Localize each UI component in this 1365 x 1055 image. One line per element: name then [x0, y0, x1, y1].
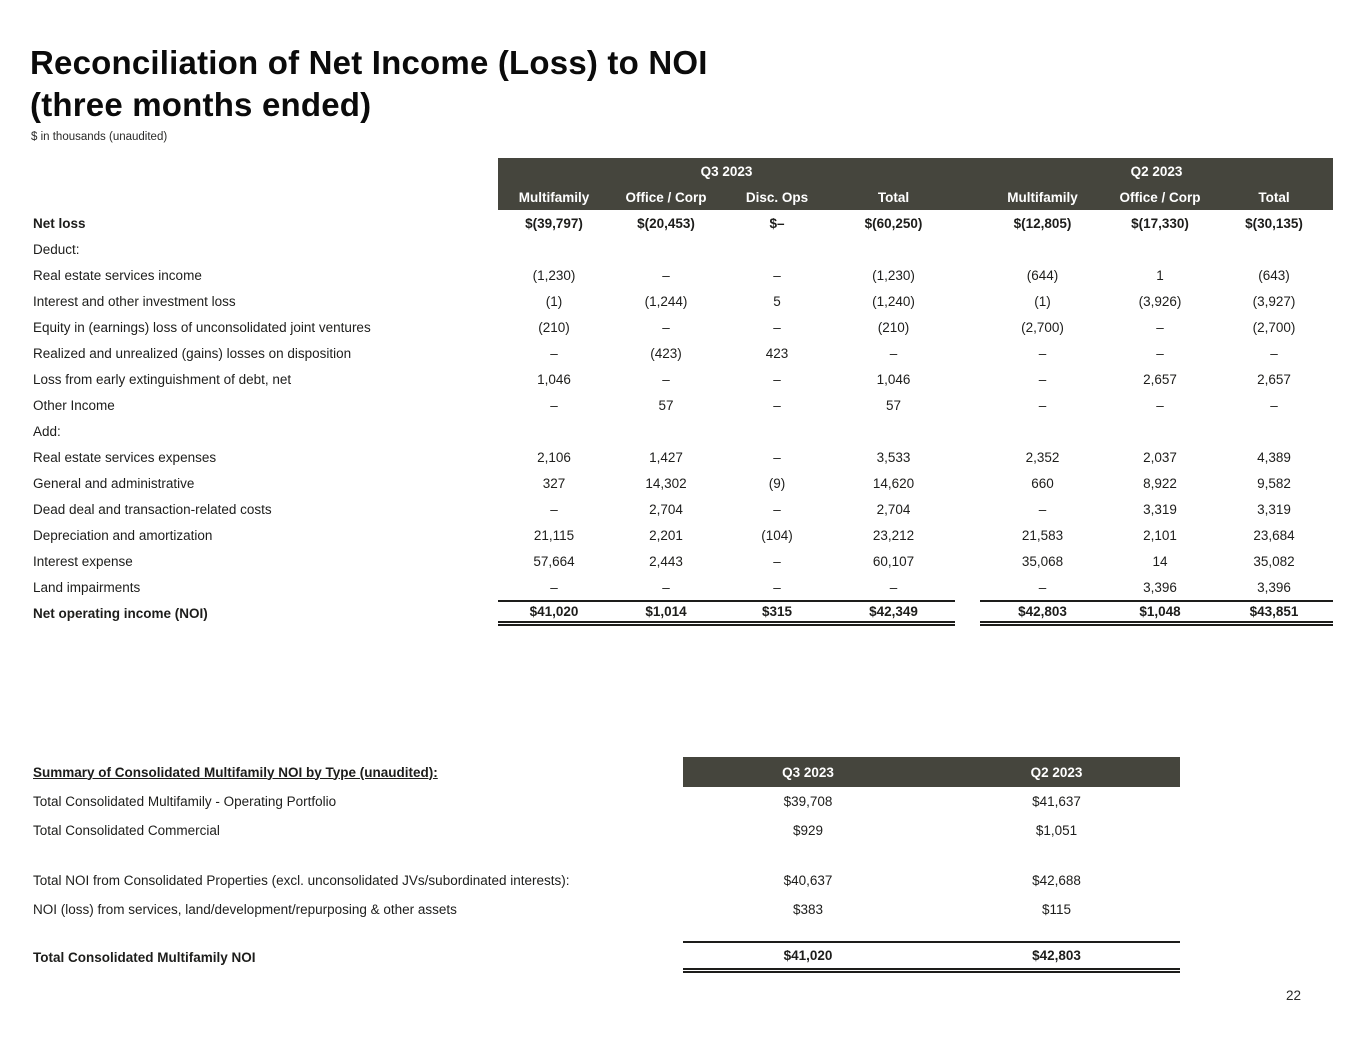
cell: $1,048 — [1105, 600, 1215, 626]
cell: 3,396 — [1257, 579, 1291, 595]
cell: – — [773, 579, 781, 595]
column-header: Multifamily — [1007, 190, 1078, 205]
cell: $(20,453) — [637, 215, 695, 231]
page-subtitle: $ in thousands (unaudited) — [31, 131, 168, 143]
cell: 8,922 — [1143, 475, 1177, 491]
cell: $– — [769, 215, 785, 231]
cell: – — [1270, 345, 1278, 361]
cell: 2,106 — [537, 449, 571, 465]
cell: (1) — [1034, 293, 1051, 309]
cell: – — [773, 553, 781, 569]
cell — [832, 418, 955, 444]
cell — [722, 418, 832, 444]
cell: $42,803 — [933, 941, 1180, 973]
cell: – — [662, 579, 670, 595]
row-label: Total Consolidated Multifamily NOI — [33, 949, 256, 965]
cell: (3,926) — [1138, 293, 1182, 309]
cell: (644) — [1026, 267, 1059, 283]
cell: 2,352 — [1025, 449, 1060, 465]
cell: $(60,250) — [864, 215, 923, 231]
cell: (1,230) — [532, 267, 576, 283]
cell: – — [773, 397, 781, 413]
row-label: Land impairments — [33, 579, 141, 595]
cell: (643) — [1258, 267, 1290, 283]
cell: – — [889, 579, 898, 595]
cell: 1 — [1156, 267, 1164, 283]
cell: $383 — [792, 902, 824, 917]
cell: – — [1038, 579, 1047, 595]
cell — [1105, 236, 1215, 262]
cell: $41,020 — [498, 600, 610, 626]
cell — [498, 236, 610, 262]
cell: 2,037 — [1143, 449, 1177, 465]
page-number: 22 — [1286, 988, 1302, 1003]
cell: – — [662, 267, 670, 283]
column-header: Office / Corp — [625, 190, 707, 205]
summary-table — [33, 757, 1180, 973]
cell: – — [1156, 319, 1164, 335]
cell: – — [1038, 371, 1047, 387]
cell: 1,046 — [876, 371, 911, 387]
cell: (1,230) — [872, 267, 915, 283]
cell: $42,688 — [1032, 873, 1081, 888]
cell: 14,302 — [645, 475, 687, 491]
cell: 14,620 — [872, 475, 915, 491]
cell — [498, 418, 610, 444]
cell: 23,684 — [1253, 527, 1295, 543]
column-header: Office / Corp — [1119, 190, 1201, 205]
row-label: Total NOI from Consolidated Properties (excl. unconsolidated JVs/subordinated interests): — [33, 873, 570, 888]
cell: – — [1038, 397, 1047, 413]
cell: – — [550, 397, 558, 413]
cell: 2,704 — [649, 501, 683, 517]
row-label: Other Income — [33, 397, 115, 413]
cell: 327 — [542, 475, 566, 491]
column-header: Disc. Ops — [745, 190, 809, 205]
cell — [980, 236, 1105, 262]
row-label: Depreciation and amortization — [33, 527, 213, 543]
cell: – — [550, 345, 558, 361]
cell: – — [1156, 397, 1164, 413]
cell: – — [889, 345, 898, 361]
cell: – — [1270, 397, 1278, 413]
row-label: Interest expense — [33, 553, 133, 569]
cell: $42,349 — [832, 600, 955, 626]
row-label: Net loss — [33, 215, 86, 231]
cell: (1,244) — [644, 293, 688, 309]
cell: – — [662, 371, 670, 387]
cell: (3,927) — [1252, 293, 1296, 309]
cell: 4,389 — [1257, 449, 1291, 465]
cell: $(17,330) — [1131, 215, 1189, 231]
cell: $(39,797) — [525, 215, 583, 231]
cell: 2,657 — [1257, 371, 1291, 387]
row-label: Interest and other investment loss — [33, 293, 236, 309]
cell: 9,582 — [1257, 475, 1291, 491]
cell — [610, 418, 722, 444]
cell: – — [773, 501, 781, 517]
cell: (1,240) — [872, 293, 915, 309]
cell: $(30,135) — [1245, 215, 1303, 231]
cell: – — [1156, 345, 1164, 361]
cell: – — [773, 267, 781, 283]
cell: (2,700) — [1252, 319, 1296, 335]
cell: (2,700) — [1021, 319, 1064, 335]
row-label: Add: — [33, 423, 61, 439]
row-label: Real estate services expenses — [33, 449, 217, 465]
page-title — [30, 42, 708, 126]
cell: 35,082 — [1253, 553, 1295, 569]
cell: $40,637 — [783, 873, 833, 888]
cell: $41,637 — [1032, 794, 1081, 809]
cell: 60,107 — [872, 553, 915, 569]
cell: 423 — [765, 345, 789, 361]
cell: $42,803 — [980, 600, 1105, 626]
row-label: Net operating income (NOI) — [33, 605, 208, 621]
cell: 2,443 — [649, 553, 683, 569]
cell: 2,704 — [876, 501, 911, 517]
cell: 57,664 — [533, 553, 575, 569]
cell: $43,851 — [1215, 600, 1333, 626]
cell: (1) — [545, 293, 563, 309]
page-title-line1: Reconciliation of Net Income (Loss) to NOI — [30, 44, 708, 81]
cell: 14 — [1152, 553, 1168, 569]
row-label: General and administrative — [33, 475, 195, 491]
row-label: Loss from early extinguishment of debt, net — [33, 371, 292, 387]
cell: 21,583 — [1021, 527, 1064, 543]
cell: – — [1038, 345, 1047, 361]
column-header: Total — [877, 190, 910, 205]
cell: 21,115 — [533, 527, 575, 543]
cell: 3,319 — [1257, 501, 1291, 517]
cell — [610, 236, 722, 262]
cell: 57 — [885, 397, 902, 413]
cell — [722, 236, 832, 262]
cell: $1,014 — [610, 600, 722, 626]
cell: $1,051 — [1035, 823, 1078, 838]
column-header: Total — [1258, 190, 1290, 205]
cell: – — [773, 371, 781, 387]
summary-title: Summary of Consolidated Multifamily NOI by Type (unaudited): — [33, 764, 438, 780]
cell: $929 — [792, 823, 824, 838]
cell: $(12,805) — [1013, 215, 1072, 231]
cell: 2,657 — [1143, 371, 1177, 387]
cell: – — [1038, 501, 1047, 517]
reconciliation-table — [33, 158, 1333, 626]
row-label: Total Consolidated Multifamily - Operating Portfolio — [33, 794, 337, 809]
cell: 5 — [773, 293, 781, 309]
cell — [1215, 236, 1333, 262]
group-header-q2: Q2 2023 — [1130, 164, 1183, 179]
cell: – — [662, 319, 670, 335]
cell — [832, 236, 955, 262]
cell: 660 — [1031, 475, 1054, 491]
cell — [1105, 418, 1215, 444]
cell: 3,533 — [876, 449, 911, 465]
cell: 3,319 — [1143, 501, 1177, 517]
cell — [980, 418, 1105, 444]
cell: – — [773, 449, 781, 465]
cell: 2,101 — [1143, 527, 1177, 543]
cell: (423) — [650, 345, 682, 361]
cell: $39,708 — [783, 794, 833, 809]
cell: – — [773, 319, 781, 335]
cell: – — [550, 579, 558, 595]
row-label: NOI (loss) from services, land/development/repurposing & other assets — [33, 902, 457, 917]
summary-column-header-q3: Q3 2023 — [782, 764, 834, 780]
row-label: Deduct: — [33, 241, 80, 257]
cell: (210) — [538, 319, 570, 335]
cell: 23,212 — [872, 527, 915, 543]
group-header-q3: Q3 2023 — [700, 164, 753, 179]
page-title-line2: (three months ended) — [30, 86, 372, 123]
cell: 2,201 — [649, 527, 683, 543]
cell — [1215, 418, 1333, 444]
summary-column-header-q2: Q2 2023 — [1030, 764, 1083, 780]
cell: (104) — [761, 527, 793, 543]
row-label: Total Consolidated Commercial — [33, 823, 220, 838]
cell: 1,427 — [649, 449, 683, 465]
cell: $41,020 — [683, 941, 933, 973]
column-header: Multifamily — [518, 190, 590, 205]
cell: (210) — [877, 319, 910, 335]
cell: 3,396 — [1143, 579, 1177, 595]
row-label: Realized and unrealized (gains) losses on disposition — [33, 345, 352, 361]
cell: $315 — [722, 600, 832, 626]
row-label: Real estate services income — [33, 267, 202, 283]
cell: 35,068 — [1021, 553, 1064, 569]
cell: – — [550, 501, 558, 517]
row-label: Equity in (earnings) loss of unconsolidated joint ventures — [33, 319, 371, 335]
cell: $115 — [1041, 902, 1072, 917]
cell: (9) — [768, 475, 786, 491]
row-label: Dead deal and transaction-related costs — [33, 501, 272, 517]
cell: 1,046 — [537, 371, 571, 387]
cell: 57 — [658, 397, 674, 413]
